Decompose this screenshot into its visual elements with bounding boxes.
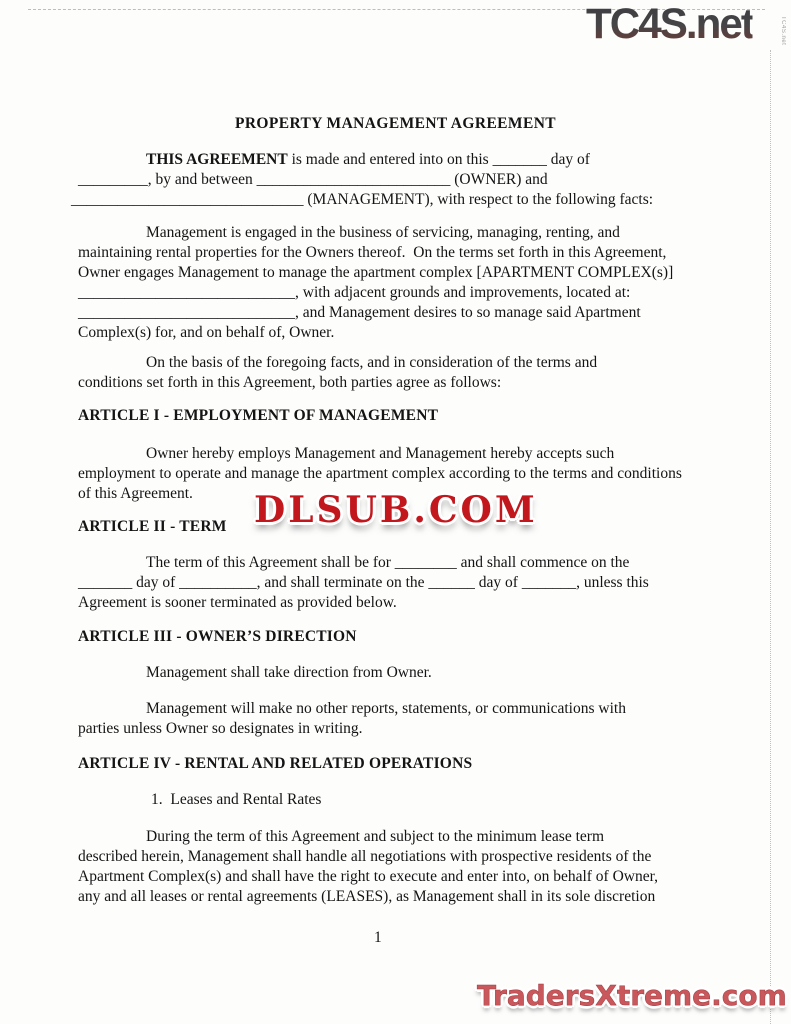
article1-line-3: of this Agreement. bbox=[78, 485, 193, 502]
intro-paragraph bbox=[71, 150, 731, 210]
recitals1-line-4: ____________________________, with adjacent grounds and improvements, located at: bbox=[78, 284, 631, 301]
page-number: 1 bbox=[374, 929, 382, 946]
article-1-heading-text: ARTICLE I - EMPLOYMENT OF MANAGEMENT bbox=[78, 407, 439, 424]
article1-line-2: employment to operate and manage the apartment complex according to the terms and conditions bbox=[78, 465, 682, 482]
recitals1-line-2: maintaining rental properties for the Owners thereof. On the terms set forth in this Agreement, bbox=[78, 244, 667, 261]
intro-line-2: _________, by and between _________________________ (OWNER) and bbox=[78, 171, 548, 188]
edge-marking-text: TC4S.net bbox=[780, 16, 786, 46]
recitals2-line-2: conditions set forth in this Agreement, both parties agree as follows: bbox=[78, 374, 502, 391]
recitals1-line-6: Complex(s) for, and on behalf of, Owner. bbox=[78, 324, 335, 341]
article-3-paragraph-1 bbox=[78, 663, 731, 683]
intro-bold-lead: THIS AGREEMENT bbox=[146, 151, 288, 168]
article-4-paragraph bbox=[78, 827, 731, 907]
article-4-list bbox=[78, 790, 731, 810]
article4-line-3: Apartment Complex(s) and shall have the right to execute and enter into, on behalf of Owner, bbox=[78, 868, 659, 885]
intro-line-1 bbox=[78, 150, 731, 170]
article3-para2-line-2: parties unless Owner so designates in writing. bbox=[78, 720, 363, 737]
article-3-heading bbox=[78, 627, 731, 647]
dlsub-watermark: DLSUB.COM bbox=[254, 489, 538, 531]
recitals-paragraph-1 bbox=[78, 223, 731, 343]
recitals2-line-1: On the basis of the foregoing facts, and in consideration of the terms and bbox=[146, 354, 598, 371]
article-2-heading-text: ARTICLE II - TERM bbox=[78, 518, 227, 535]
article2-line-3: Agreement is sooner terminated as provided below. bbox=[78, 594, 397, 611]
article4-line-1: During the term of this Agreement and subject to the minimum lease term bbox=[146, 828, 604, 845]
article3-para2-line-1: Management will make no other reports, statements, or communications with bbox=[146, 700, 626, 717]
article3-para1-line-1: Management shall take direction from Owner. bbox=[146, 664, 432, 681]
article-1-heading bbox=[78, 406, 731, 426]
article4-line-2: described herein, Management shall handle all negotiations with prospective residents of the bbox=[78, 848, 652, 865]
tc4s-watermark: TC4S.net bbox=[586, 0, 753, 48]
article2-line-1: The term of this Agreement shall be for ________ and shall commence on the bbox=[146, 554, 630, 571]
article4-line-4: any and all leases or rental agreements (LEASES), as Management shall in its sole discretion bbox=[78, 888, 656, 905]
recitals1-line-5: ____________________________, and Management desires to so manage said Apartment bbox=[78, 304, 641, 321]
intro-line-1-rest: is made and entered into on this _______ day of bbox=[287, 151, 590, 168]
scan-artifact-right-edge bbox=[770, 50, 771, 1024]
recitals-paragraph-2 bbox=[78, 353, 731, 393]
article1-line-1: Owner hereby employs Management and Management hereby accepts such bbox=[146, 445, 615, 462]
article-3-heading-text: ARTICLE III - OWNER’S DIRECTION bbox=[78, 628, 357, 645]
intro-line-3: ______________________________ (MANAGEMENT), with respect to the following facts: bbox=[71, 191, 654, 208]
article4-list-item-1: 1. Leases and Rental Rates bbox=[151, 791, 322, 808]
recitals1-line-3: Owner engages Management to manage the apartment complex [APARTMENT COMPLEX(s)] bbox=[78, 264, 674, 281]
tradersxtreme-watermark: TradersXtreme.com bbox=[477, 979, 787, 1012]
article-4-heading-text: ARTICLE IV - RENTAL AND RELATED OPERATIONS bbox=[78, 755, 473, 772]
document-title: PROPERTY MANAGEMENT AGREEMENT bbox=[234, 115, 557, 132]
article-4-heading bbox=[78, 754, 731, 774]
article2-line-2: _______ day of __________, and shall terminate on the ______ day of _______, unless this bbox=[78, 574, 649, 591]
article-2-paragraph bbox=[78, 553, 731, 613]
article-3-paragraph-2 bbox=[78, 699, 731, 739]
recitals1-line-1: Management is engaged in the business of servicing, managing, renting, and bbox=[146, 224, 620, 241]
